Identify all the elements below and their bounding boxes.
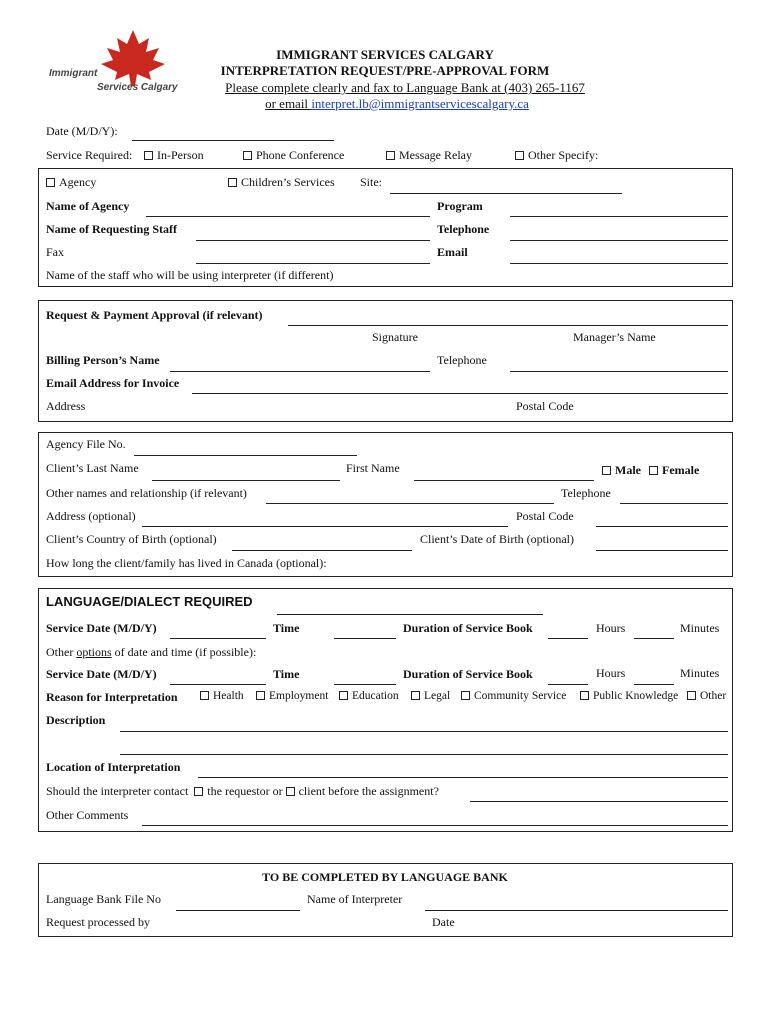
fax-instructions: Please complete clearly and fax to Language Bank at (403) 265-1167 [225,80,585,95]
phone-conference-label: Phone Conference [256,148,345,162]
location-field[interactable] [198,777,728,778]
telephone-label: Telephone [437,222,490,236]
service-date-field[interactable] [170,638,266,639]
request-payment-label: Request & Payment Approval (if relevant) [46,308,263,322]
first-name-label: First Name [346,461,400,475]
fax-label: Fax [46,245,64,259]
other-comments-label: Other Comments [46,808,129,822]
billing-telephone-field[interactable] [510,371,728,372]
time-label-2: Time [273,667,300,681]
other-specify-option[interactable] [515,148,598,163]
agency-name-field[interactable] [146,216,430,217]
in-person-option[interactable] [144,148,204,163]
hours-field-2[interactable] [548,684,588,685]
agency-file-label: Agency File No. [46,437,126,451]
org-title: IMMIGRANT SERVICES CALGARY [276,47,494,62]
other-options-post: of date and time (if possible): [111,645,257,659]
minutes-field[interactable] [634,638,674,639]
childrens-services-option[interactable] [228,175,335,190]
contact-question [46,784,439,799]
childrens-services-label: Children’s Services [241,175,335,189]
reason-other-label: Other [700,690,727,702]
checkbox-icon[interactable] [649,466,658,475]
email-invoice-label: Email Address for Invoice [46,376,180,390]
email-field[interactable] [510,263,728,264]
how-long-label: How long the client/family has lived in Canada (optional): [46,556,327,570]
other-options-label [46,645,256,660]
checkbox-icon[interactable] [286,787,295,796]
logo-text-immigrant: Immigrant [49,68,98,79]
hours-field[interactable] [548,638,588,639]
bank-file-label: Language Bank File No [46,892,161,906]
reason-label: Reason for Interpretation [46,690,178,704]
checkbox-icon[interactable] [256,691,265,700]
hours-label-2: Hours [596,666,626,680]
reason-other[interactable] [687,690,726,702]
date-field[interactable] [132,140,334,141]
billing-telephone-label: Telephone [437,353,487,367]
time-field-2[interactable] [334,684,396,685]
date-birth-field[interactable] [596,550,728,551]
agency-label: Agency [59,175,97,189]
program-label: Program [437,199,483,213]
contact-pre-label: Should the interpreter contact [46,784,189,798]
message-relay-label: Message Relay [399,148,472,162]
first-name-field[interactable] [414,480,594,481]
requesting-staff-field[interactable] [196,240,430,241]
billing-person-field[interactable] [170,371,430,372]
interpreter-label: Name of Interpreter [307,892,403,906]
billing-person-label: Billing Person’s Name [46,353,160,367]
email-link[interactable]: interpret.lb@immigrantservicescalgary.ca [311,96,529,111]
staff-using-label: Name of the staff who will be using interpreter (if different) [46,268,334,282]
client-postal-label: Postal Code [516,509,574,523]
in-person-label: In-Person [157,148,204,162]
male-option[interactable] [602,463,641,478]
client-address-field[interactable] [142,526,508,527]
form-title: INTERPRETATION REQUEST/PRE-APPROVAL FORM [220,63,550,78]
reason-education-label: Education [352,690,399,702]
reason-health[interactable] [200,690,244,702]
agency-file-field[interactable] [134,455,357,456]
duration-label: Duration of Service Book [403,621,533,635]
telephone-field[interactable] [510,240,728,241]
agency-name-label: Name of Agency [46,199,130,213]
checkbox-icon[interactable] [515,151,524,160]
time-label: Time [273,621,300,635]
checkbox-icon[interactable] [411,691,420,700]
checkbox-icon[interactable] [243,151,252,160]
hours-label: Hours [596,621,626,635]
checkbox-icon[interactable] [144,151,153,160]
checkbox-icon[interactable] [580,691,589,700]
reason-employment-label: Employment [269,690,329,702]
checkbox-icon[interactable] [461,691,470,700]
client-telephone-label: Telephone [561,486,611,500]
location-label: Location of Interpretation [46,760,181,774]
message-relay-option[interactable] [386,148,472,163]
other-specify-label: Other Specify: [528,148,599,162]
checkbox-icon[interactable] [339,691,348,700]
minutes-field-2[interactable] [634,684,674,685]
email-invoice-field[interactable] [192,393,728,394]
processed-by-label: Request processed by [46,915,150,929]
minutes-label: Minutes [680,621,720,635]
reason-employment[interactable] [256,690,328,702]
minutes-label-2: Minutes [680,666,720,680]
reason-community[interactable] [461,690,566,702]
managers-name-label: Manager’s Name [573,330,656,344]
duration-label-2: Duration of Service Book [403,667,533,681]
logo-text-services: Services Calgary [97,82,178,93]
other-names-field[interactable] [266,503,554,504]
language-bank-heading: TO BE COMPLETED BY LANGUAGE BANK [262,870,508,884]
agency-option[interactable] [46,175,96,190]
checkbox-icon[interactable] [687,691,696,700]
other-comments-field[interactable] [142,825,728,826]
program-field[interactable] [510,216,728,217]
language-field[interactable] [277,614,543,615]
date-label: Date (M/D/Y): [46,124,118,138]
reason-legal-label: Legal [424,690,451,702]
service-date-label-2: Service Date (M/D/Y) [46,667,157,681]
client-postal-field[interactable] [596,526,728,527]
last-name-field[interactable] [152,480,340,481]
description-field-2[interactable] [120,754,728,755]
interpreter-field[interactable] [425,910,728,911]
reason-education[interactable] [339,690,399,702]
fax-field[interactable] [196,263,430,264]
reason-public-knowledge-label: Public Knowledge [593,690,679,702]
billing-address-label: Address [46,399,86,413]
checkbox-icon[interactable] [228,178,237,187]
reason-community-label: Community Service [474,690,567,702]
female-label: Female [662,463,700,477]
request-payment-field[interactable] [288,325,728,326]
contact-mid-label: the requestor or [207,784,283,798]
checkbox-icon[interactable] [386,151,395,160]
last-name-label: Client’s Last Name [46,461,139,475]
signature-label: Signature [372,330,418,344]
contact-post-label: client before the assignment? [298,784,439,798]
male-label: Male [615,463,641,477]
bank-file-field[interactable] [176,910,300,911]
checkbox-icon[interactable] [194,787,203,796]
other-options-underlined: options [76,645,112,659]
checkbox-icon[interactable] [46,178,55,187]
description-field-1[interactable] [120,731,728,732]
checkbox-icon[interactable] [602,466,611,475]
checkbox-icon[interactable] [200,691,209,700]
email-label: Email [437,245,468,259]
requesting-staff-label: Name of Requesting Staff [46,222,177,236]
country-birth-field[interactable] [232,550,412,551]
description-label: Description [46,713,106,727]
phone-conference-option[interactable] [243,148,344,163]
date-birth-label: Client’s Date of Birth (optional) [420,532,574,546]
country-birth-label: Client’s Country of Birth (optional) [46,532,217,546]
other-names-label: Other names and relationship (if relevant) [46,486,247,500]
service-date-label: Service Date (M/D/Y) [46,621,157,635]
site-field[interactable] [390,193,622,194]
time-field[interactable] [334,638,396,639]
bank-date-label: Date [432,915,455,929]
service-date-field-2[interactable] [170,684,266,685]
site-label: Site: [360,175,383,189]
email-instructions [12,96,770,112]
billing-postal-label: Postal Code [516,399,574,413]
service-required-label: Service Required: [46,148,133,162]
contact-field[interactable] [470,801,728,802]
reason-health-label: Health [213,690,244,702]
language-heading: LANGUAGE/DIALECT REQUIRED [46,594,253,609]
female-option[interactable] [649,463,699,478]
client-telephone-field[interactable] [620,503,728,504]
reason-public-knowledge[interactable] [580,690,678,702]
other-options-pre: Other [46,645,77,659]
reason-legal[interactable] [411,690,450,702]
email-prefix: or email [265,96,312,111]
client-address-label: Address (optional) [46,509,136,523]
